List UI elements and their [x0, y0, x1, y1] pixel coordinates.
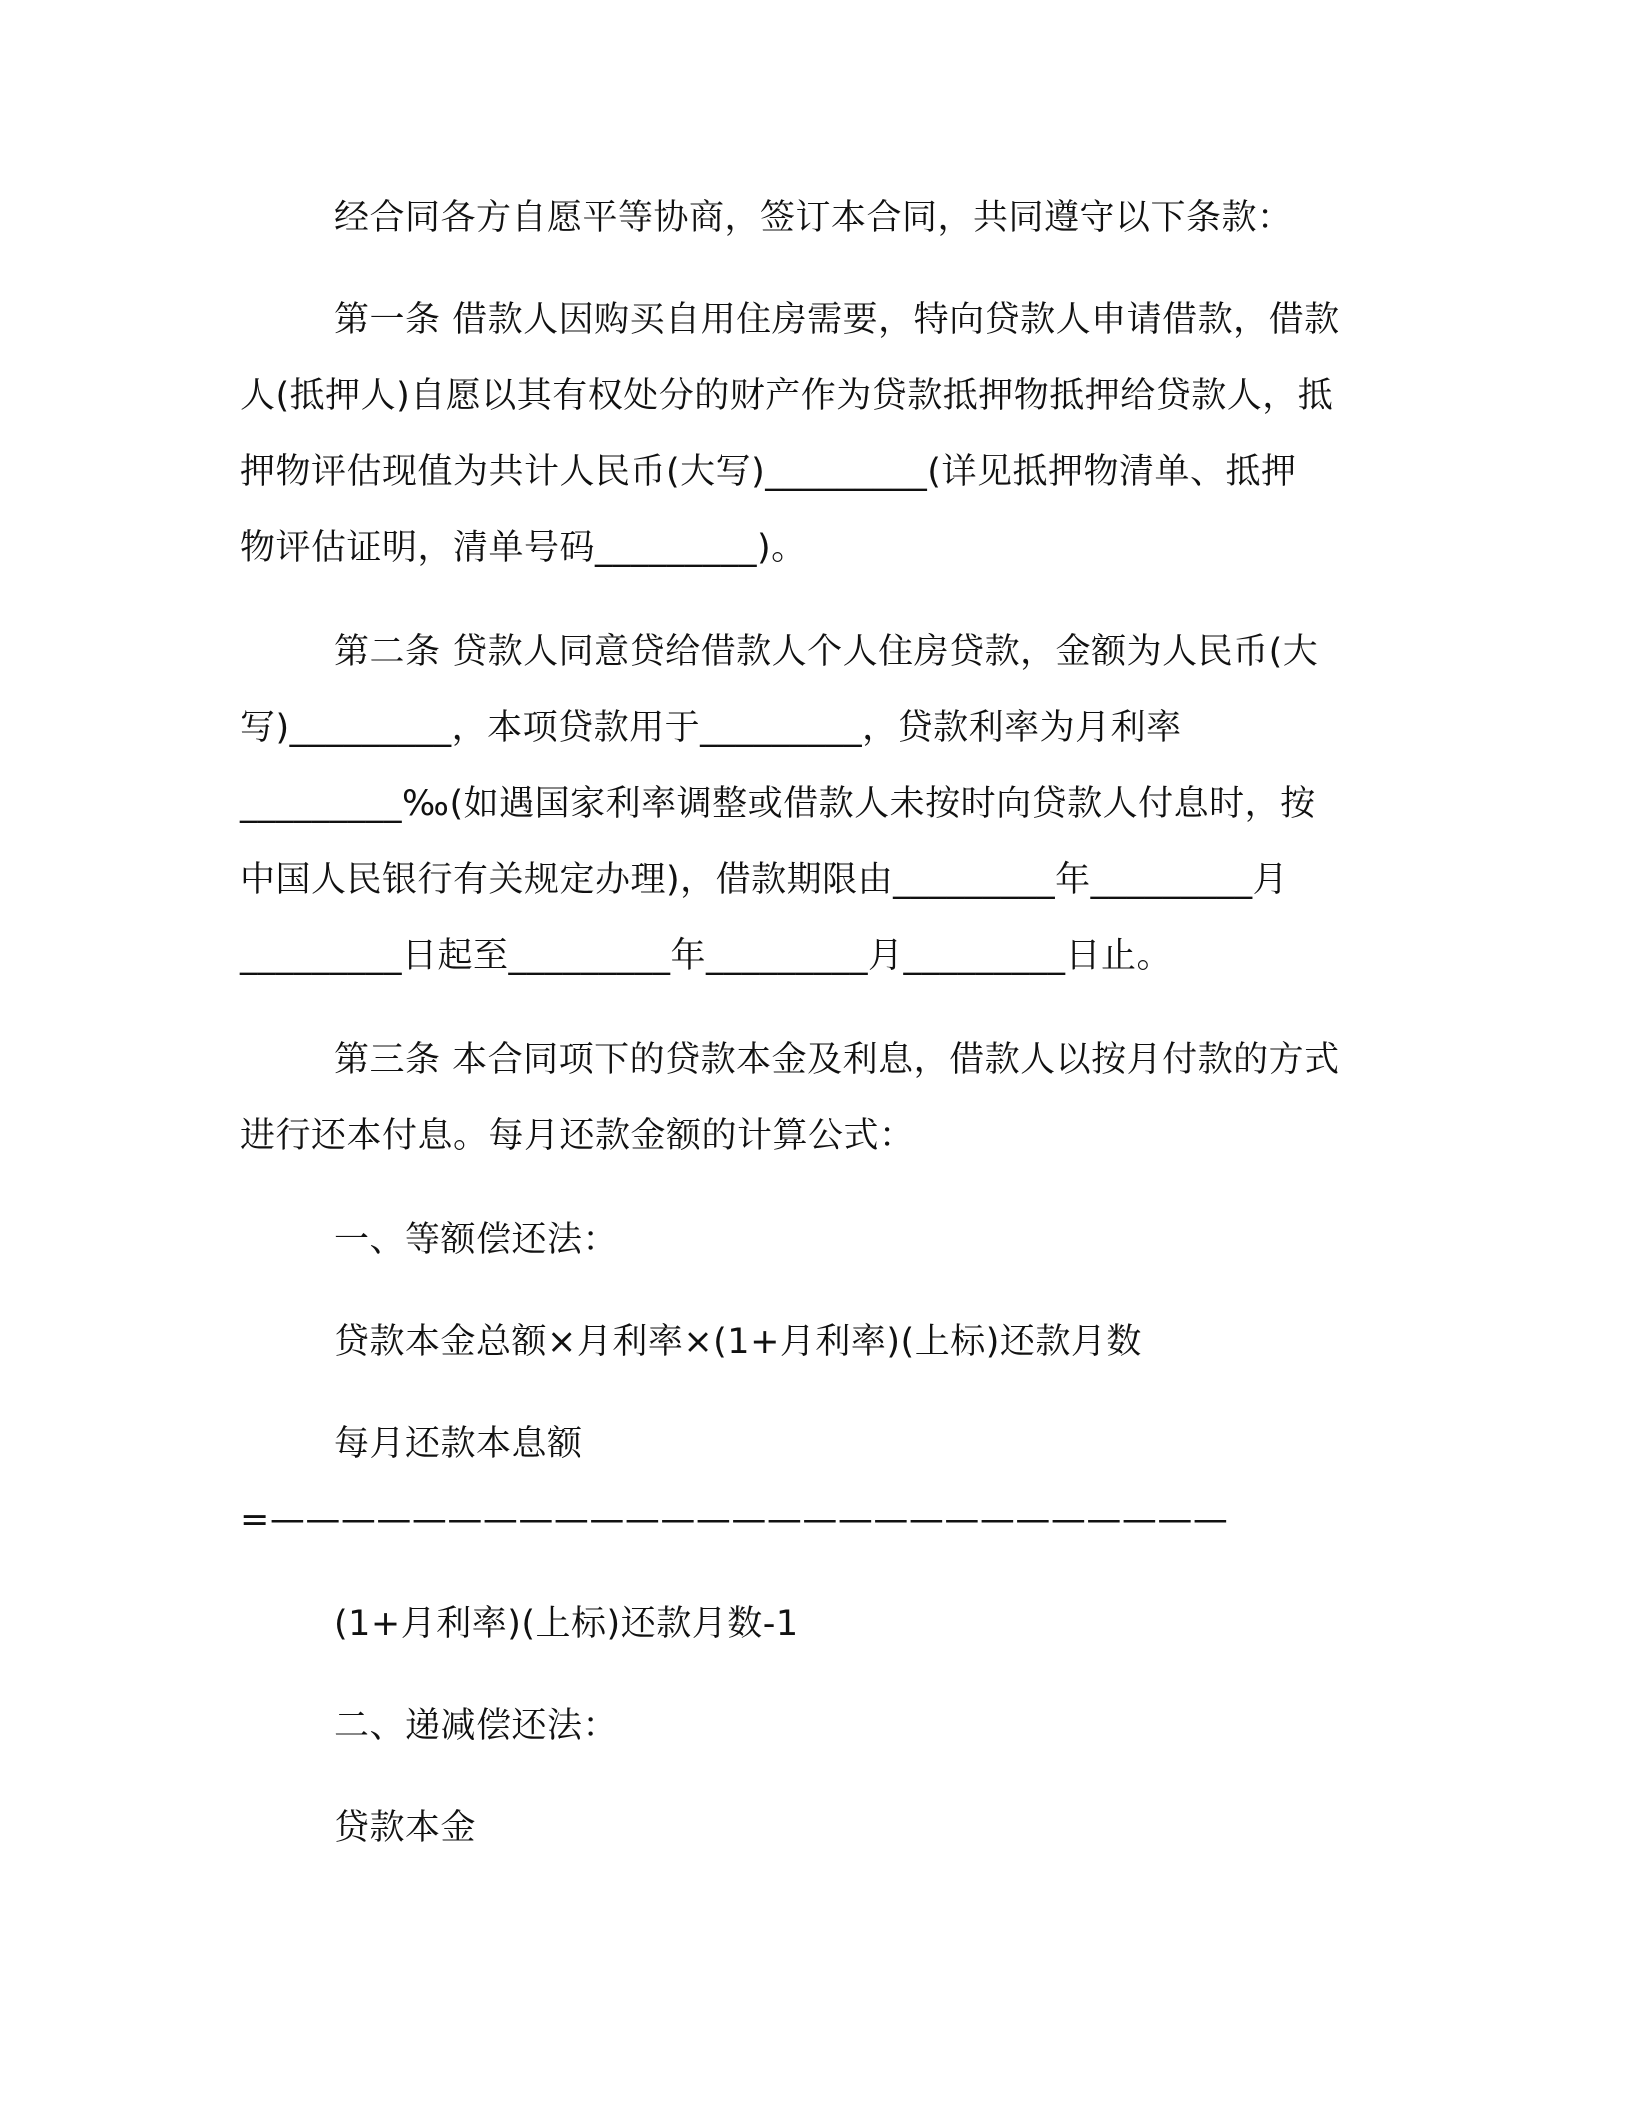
- article-2-line-1: 第二条 贷款人同意贷给借款人个人住房贷款，金额为人民币(大: [334, 632, 1319, 672]
- formula-denominator: (1+月利率)(上标)还款月数-1: [334, 1604, 799, 1644]
- article-3-line-2: 进行还本付息。每月还款金额的计算公式：: [240, 1116, 915, 1156]
- article-1-line-4: 物评估证明，清单号码_________)。: [240, 528, 807, 568]
- formula-label: 每月还款本息额: [334, 1424, 583, 1464]
- formula-fraction-bar: =———————————————————————————: [240, 1500, 1229, 1540]
- article-1-line-3: 押物评估现值为共计人民币(大写)_________(详见抵押物清单、抵押: [240, 452, 1297, 492]
- article-1-line-2: 人(抵押人)自愿以其有权处分的财产作为贷款抵押物抵押给贷款人，抵: [240, 376, 1334, 416]
- article-1-line-1: 第一条 借款人因购买自用住房需要，特向贷款人申请借款，借款: [334, 300, 1340, 340]
- article-2-line-5: _________日起至_________年_________月_________日止。: [240, 936, 1173, 976]
- method-2-heading: 二、递减偿还法：: [334, 1706, 619, 1746]
- method-2-line: 贷款本金: [334, 1808, 477, 1848]
- article-2-line-3: _________‰(如遇国家利率调整或借款人未按时向贷款人付息时，按: [240, 784, 1316, 824]
- article-3-line-1: 第三条 本合同项下的贷款本金及利息，借款人以按月付款的方式: [334, 1040, 1340, 1080]
- intro-line: 经合同各方自愿平等协商，签订本合同，共同遵守以下条款：: [334, 198, 1293, 238]
- article-2-line-4: 中国人民银行有关规定办理)，借款期限由_________年_________月: [240, 860, 1289, 900]
- article-2-line-2: 写)_________，本项贷款用于_________，贷款利率为月利率: [240, 708, 1182, 748]
- formula-numerator: 贷款本金总额×月利率×(1+月利率)(上标)还款月数: [334, 1322, 1142, 1362]
- method-1-heading: 一、等额偿还法：: [334, 1220, 619, 1260]
